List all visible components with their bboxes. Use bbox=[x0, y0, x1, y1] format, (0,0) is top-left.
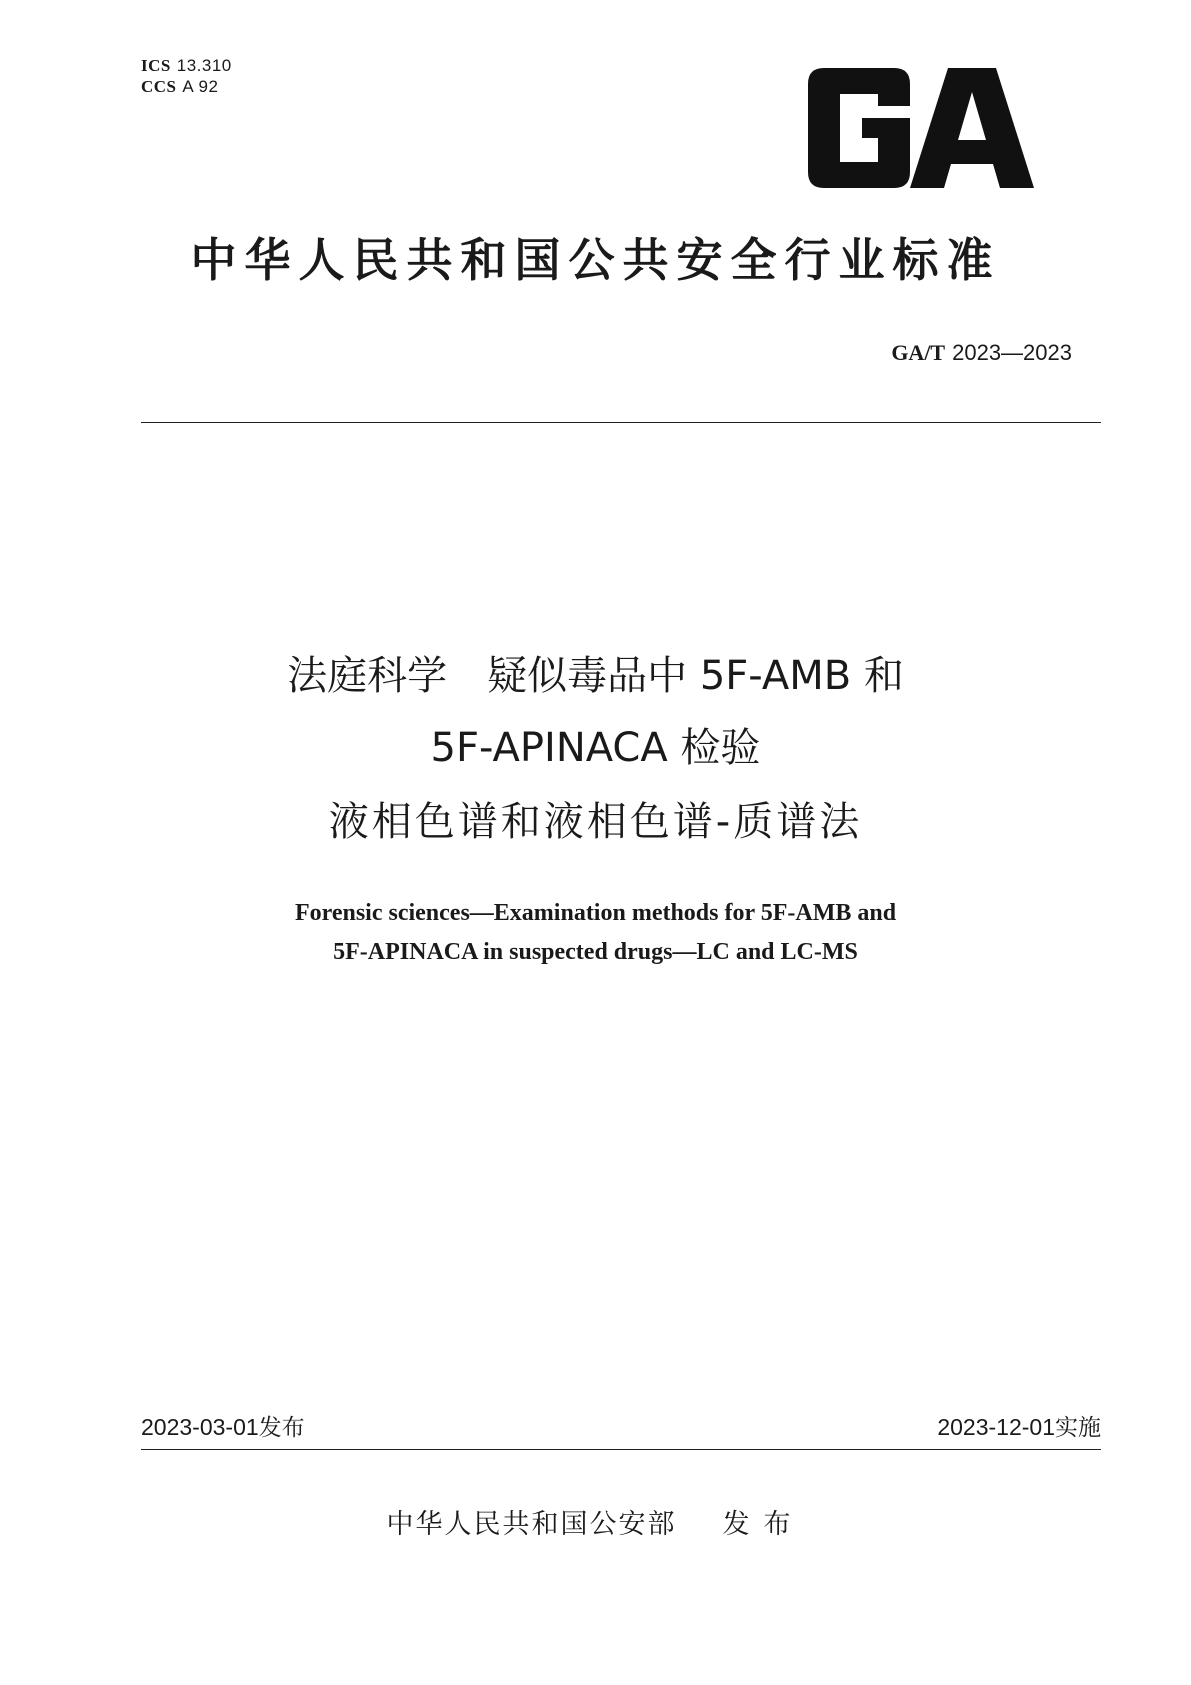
publisher-name: 中华人民共和国公安部 bbox=[386, 1509, 677, 1540]
document-title-en-line2: 5F-APINACA in suspected drugs—LC and LC-MS bbox=[333, 939, 858, 965]
standard-code bbox=[891, 339, 1072, 368]
document-title-zh-line2: 5F-APINACA 检验 bbox=[430, 725, 761, 771]
ccs-value: A 92 bbox=[182, 77, 219, 96]
ics-value: 13.310 bbox=[176, 56, 232, 75]
implementation-date bbox=[937, 1412, 1101, 1443]
implementation-date-label: 实施 bbox=[1055, 1415, 1101, 1441]
issue-date-value: 2023-03-01 bbox=[141, 1414, 259, 1440]
footer-divider bbox=[141, 1449, 1101, 1450]
publisher-action: 发布 bbox=[722, 1509, 805, 1540]
publisher bbox=[0, 1508, 1191, 1542]
ga-logo-letter-a bbox=[910, 68, 1034, 188]
header-divider bbox=[141, 422, 1101, 423]
document-title-zh-line3: 液相色谱和液相色谱-质谱法 bbox=[328, 799, 863, 845]
ccs-label: CCS bbox=[141, 77, 177, 96]
implementation-date-value: 2023-12-01 bbox=[937, 1414, 1055, 1440]
ics-label: ICS bbox=[141, 56, 171, 75]
standard-code-prefix: GA/T bbox=[891, 340, 946, 365]
standard-category-title: 中华人民共和国公共安全行业标准 bbox=[190, 233, 1001, 287]
ccs-code bbox=[141, 77, 218, 97]
issue-date bbox=[141, 1412, 305, 1443]
ics-code bbox=[141, 56, 232, 76]
issue-date-label: 发布 bbox=[258, 1415, 305, 1441]
standard-code-number: 2023—2023 bbox=[952, 340, 1072, 365]
ga-logo-letter-g bbox=[808, 68, 910, 188]
ga-logo bbox=[808, 68, 1034, 188]
document-title-en-line1: Forensic sciences—Examination methods for 5F-AMB and bbox=[294, 900, 897, 926]
document-title-zh-line1: 法庭科学 疑似毒品中 5F-AMB 和 bbox=[287, 653, 904, 699]
